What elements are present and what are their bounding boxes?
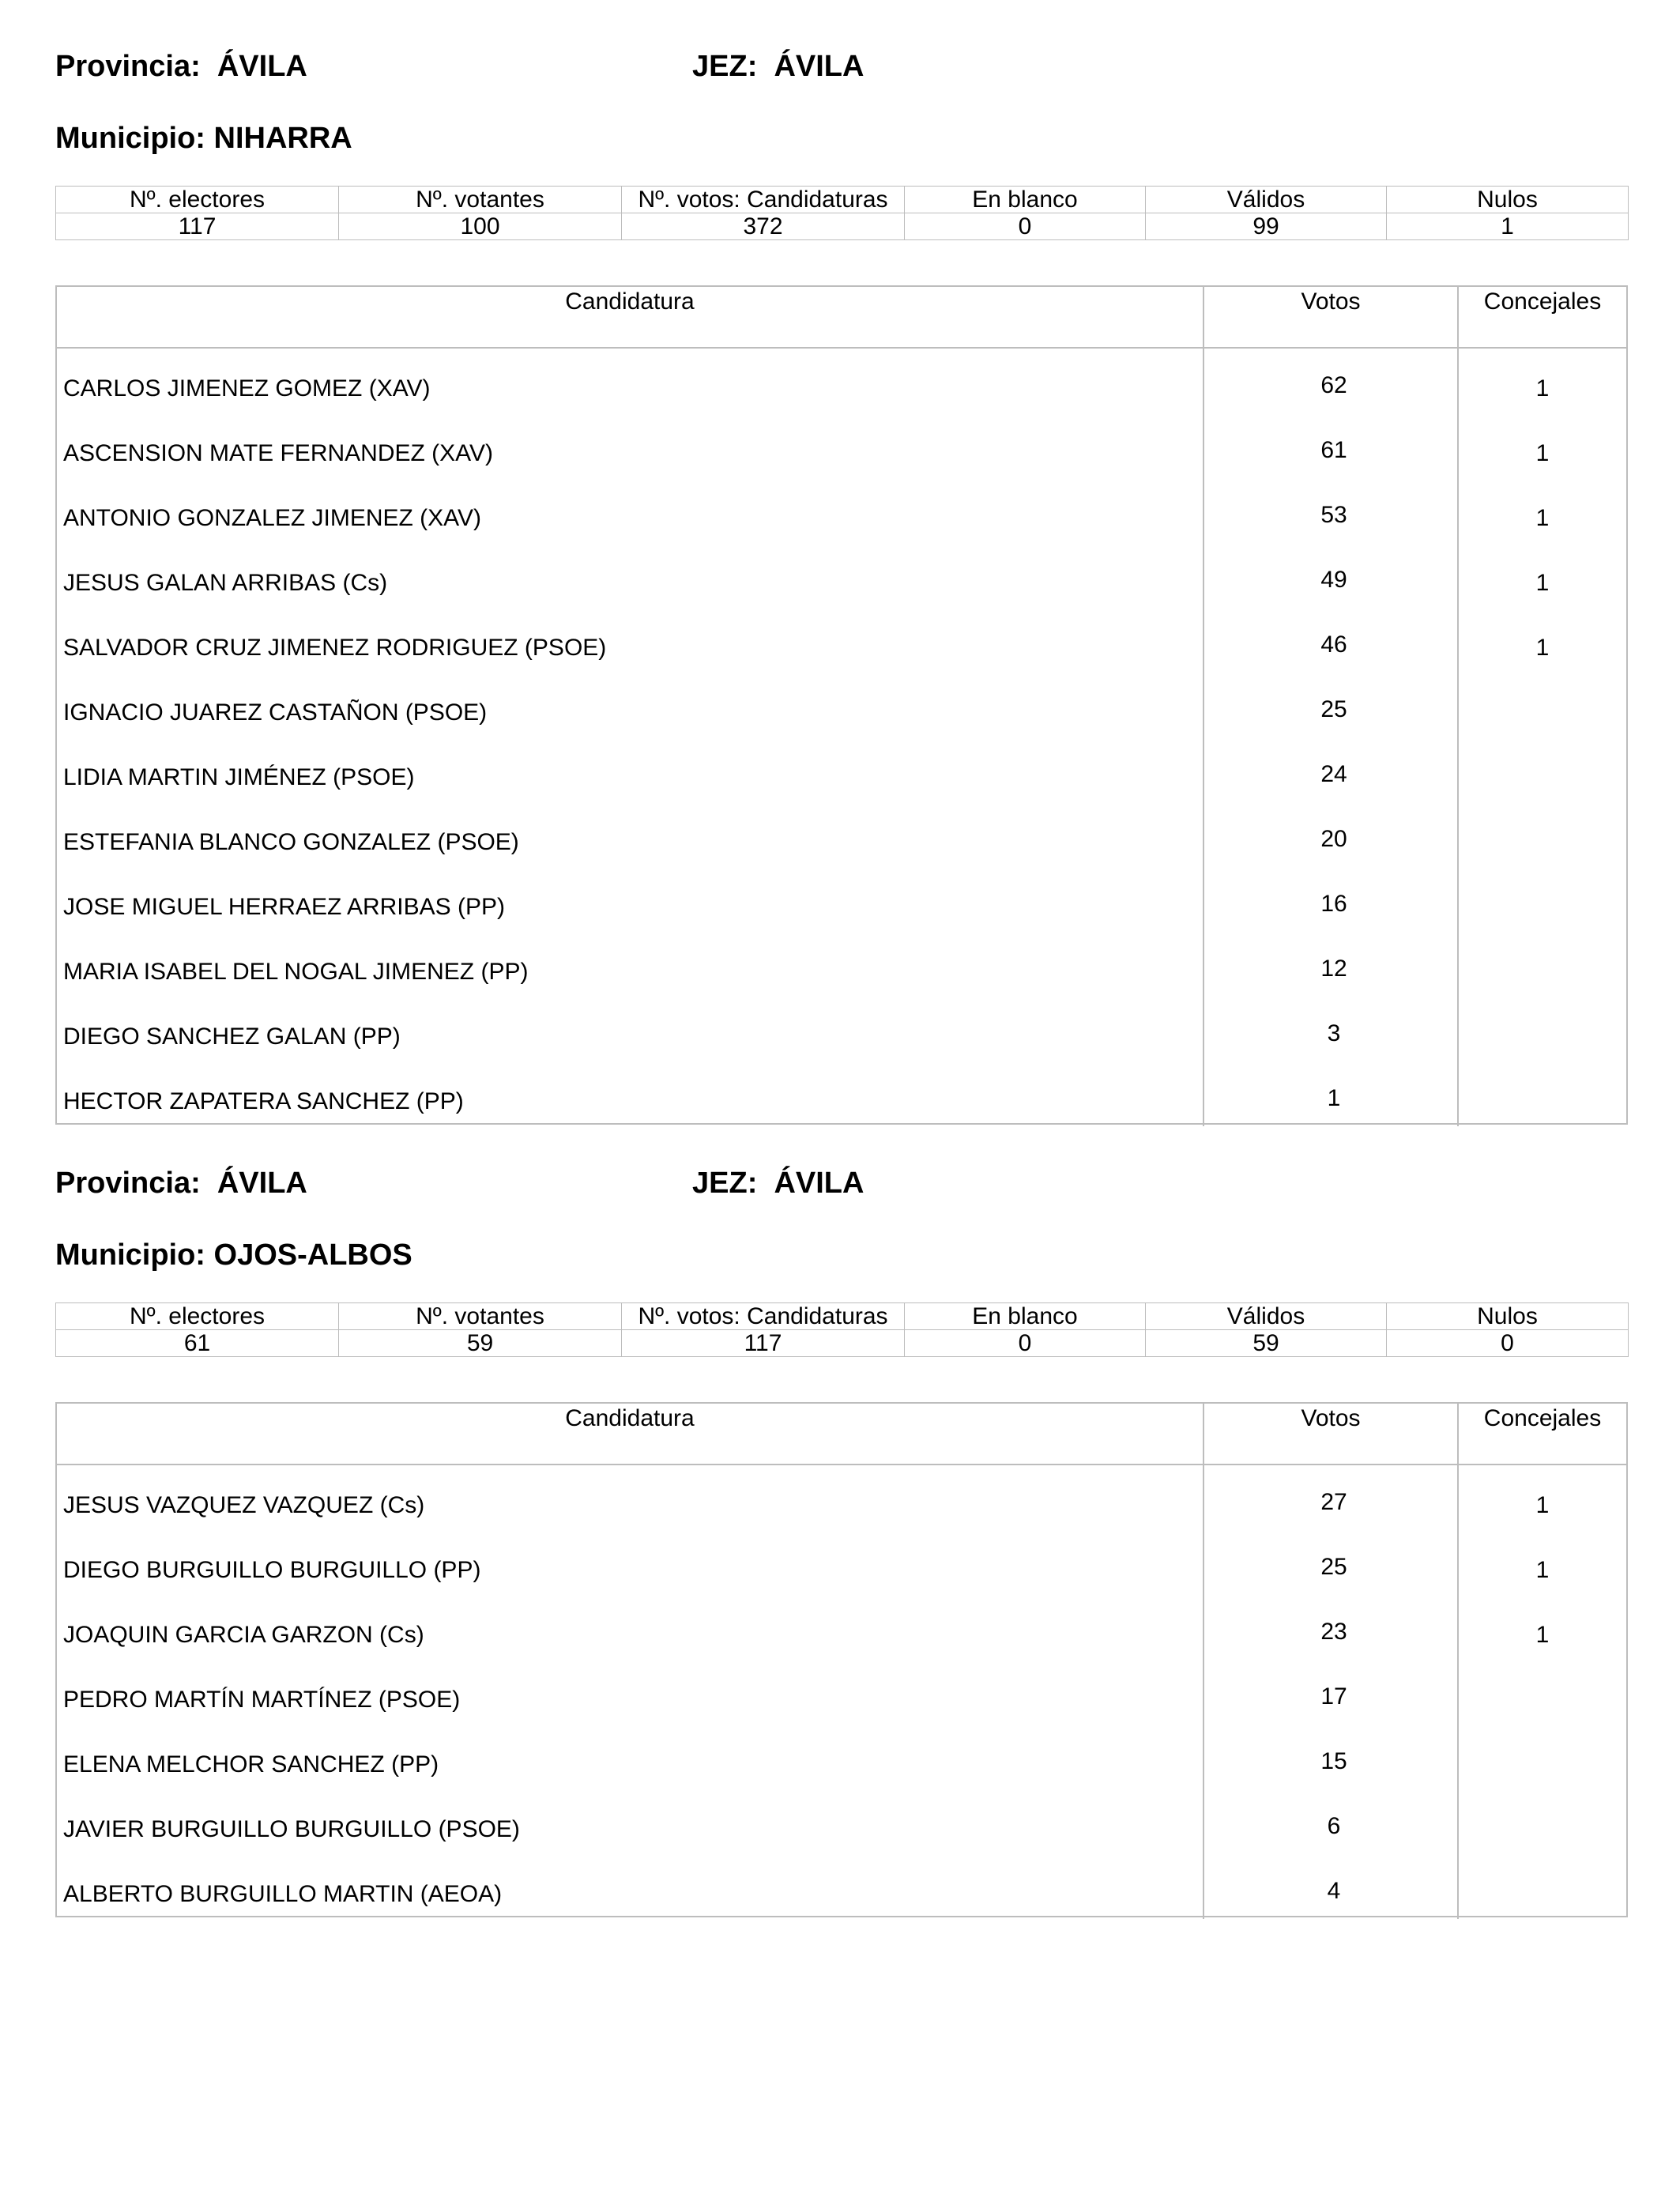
summary-header: Nulos [1387,1303,1629,1330]
candidate-name: JESUS VAZQUEZ VAZQUEZ (Cs) [57,1465,1204,1530]
candidate-votes: 12 [1204,932,1459,997]
candidate-concejales: 1 [1535,375,1550,401]
summary-header: Válidos [1146,187,1387,213]
candidate-votes: 27 [1204,1465,1459,1530]
candidate-name: PEDRO MARTÍN MARTÍNEZ (PSOE) [57,1660,1204,1725]
candidate-concejales [1459,932,1626,997]
candidate-votes: 16 [1204,867,1459,932]
candidate-concejales: 1 [1535,1492,1550,1518]
candidate-name: JAVIER BURGUILLO BURGUILLO (PSOE) [57,1789,1204,1854]
votos-header: Votos [1204,287,1459,347]
table-row [57,1660,1626,1725]
table-row [57,1465,1626,1530]
candidate-concejales [1459,1789,1626,1854]
candidate-votes: 6 [1204,1789,1459,1854]
jez-label: JEZ: ÁVILA [692,50,864,83]
candidate-concejales [1459,1854,1626,1919]
candidate-votes: 3 [1204,997,1459,1061]
candidates-header-row [57,287,1626,349]
candidate-concejales [1459,1725,1626,1789]
candidate-concejales [1459,997,1626,1061]
summary-value: 99 [1146,213,1387,240]
summary-value: 117 [56,213,339,240]
table-row [57,608,1626,673]
candidate-votes: 25 [1204,673,1459,737]
candidate-concejales [1459,1061,1626,1126]
candidate-name: DIEGO BURGUILLO BURGUILLO (PP) [57,1530,1204,1595]
table-row [57,1530,1626,1595]
summary-header: Nulos [1387,187,1629,213]
candidate-concejales: 1 [1535,570,1550,596]
candidatura-header: Candidatura [57,287,1204,347]
candidate-name: JOSE MIGUEL HERRAEZ ARRIBAS (PP) [57,867,1204,932]
summary-table [55,186,1629,240]
table-row [57,1725,1626,1789]
candidate-name: ANTONIO GONZALEZ JIMENEZ (XAV) [57,478,1204,543]
candidate-concejales: 1 [1535,505,1550,531]
municipio-label: Municipio: OJOS-ALBOS [55,1238,412,1272]
summary-header: Nº. votos: Candidaturas [622,1303,905,1330]
table-row [57,1061,1626,1126]
summary-header-row [56,1303,1629,1330]
table-row [57,413,1626,478]
candidate-votes: 23 [1204,1595,1459,1660]
summary-table [55,1302,1629,1357]
table-row [57,997,1626,1061]
candidate-votes: 24 [1204,737,1459,802]
candidate-name: ESTEFANIA BLANCO GONZALEZ (PSOE) [57,802,1204,867]
table-row [57,478,1626,543]
summary-header: Nº. votantes [339,187,622,213]
table-row [57,1789,1626,1854]
candidate-name: ELENA MELCHOR SANCHEZ (PP) [57,1725,1204,1789]
candidates-body [57,349,1626,1126]
table-row [57,737,1626,802]
summary-header: Nº. votantes [339,1303,622,1330]
candidate-name: LIDIA MARTIN JIMÉNEZ (PSOE) [57,737,1204,802]
candidate-votes: 4 [1204,1854,1459,1919]
summary-value-row [56,213,1629,240]
candidate-name: JOAQUIN GARCIA GARZON (Cs) [57,1595,1204,1660]
summary-value: 0 [1387,1330,1629,1357]
candidate-name: SALVADOR CRUZ JIMENEZ RODRIGUEZ (PSOE) [57,608,1204,673]
candidates-header-row [57,1404,1626,1465]
provincia-label: Provincia: ÁVILA [55,50,307,83]
summary-header: En blanco [905,1303,1146,1330]
summary-value: 372 [622,213,905,240]
candidate-concejales [1459,802,1626,867]
summary-header: En blanco [905,187,1146,213]
table-row [57,349,1626,413]
candidatura-header: Candidatura [57,1404,1204,1464]
summary-header: Nº. votos: Candidaturas [622,187,905,213]
candidate-votes: 46 [1204,608,1459,673]
candidate-votes: 1 [1204,1061,1459,1126]
candidate-votes: 49 [1204,543,1459,608]
candidate-concejales: 1 [1535,440,1550,466]
table-row [57,932,1626,997]
summary-value: 0 [905,1330,1146,1357]
provincia-label: Provincia: ÁVILA [55,1167,307,1200]
candidate-concejales: 1 [1535,1557,1550,1583]
table-row [57,673,1626,737]
summary-header: Válidos [1146,1303,1387,1330]
candidate-votes: 20 [1204,802,1459,867]
candidate-name: IGNACIO JUAREZ CASTAÑON (PSOE) [57,673,1204,737]
candidates-table [55,1402,1628,1917]
candidate-votes: 15 [1204,1725,1459,1789]
candidate-concejales: 1 [1535,635,1550,661]
candidate-name: CARLOS JIMENEZ GOMEZ (XAV) [57,349,1204,413]
table-row [57,802,1626,867]
table-row [57,1595,1626,1660]
candidate-concejales [1459,1660,1626,1725]
concejales-header: Concejales [1483,288,1602,315]
candidate-name: JESUS GALAN ARRIBAS (Cs) [57,543,1204,608]
summary-value: 59 [339,1330,622,1357]
summary-header-row [56,187,1629,213]
summary-value-row [56,1330,1629,1357]
candidate-votes: 25 [1204,1530,1459,1595]
candidate-name: ALBERTO BURGUILLO MARTIN (AEOA) [57,1854,1204,1919]
candidate-name: HECTOR ZAPATERA SANCHEZ (PP) [57,1061,1204,1126]
table-row [57,543,1626,608]
table-row [57,1854,1626,1919]
candidate-concejales [1459,673,1626,737]
summary-value: 0 [905,213,1146,240]
candidates-body [57,1465,1626,1919]
summary-header: Nº. electores [56,187,339,213]
jez-label: JEZ: ÁVILA [692,1167,864,1200]
summary-value: 61 [56,1330,339,1357]
candidate-votes: 17 [1204,1660,1459,1725]
candidate-votes: 62 [1204,349,1459,413]
votos-header: Votos [1204,1404,1459,1464]
candidates-table [55,285,1628,1125]
table-row [57,867,1626,932]
summary-header: Nº. electores [56,1303,339,1330]
candidate-name: DIEGO SANCHEZ GALAN (PP) [57,997,1204,1061]
candidate-concejales: 1 [1535,1622,1550,1648]
candidate-concejales [1459,867,1626,932]
candidate-votes: 61 [1204,413,1459,478]
summary-value: 59 [1146,1330,1387,1357]
candidate-concejales [1459,737,1626,802]
summary-value: 1 [1387,213,1629,240]
summary-value: 100 [339,213,622,240]
candidate-votes: 53 [1204,478,1459,543]
summary-value: 117 [622,1330,905,1357]
municipio-label: Municipio: NIHARRA [55,122,352,155]
concejales-header: Concejales [1483,1405,1602,1431]
candidate-name: ASCENSION MATE FERNANDEZ (XAV) [57,413,1204,478]
candidate-name: MARIA ISABEL DEL NOGAL JIMENEZ (PP) [57,932,1204,997]
